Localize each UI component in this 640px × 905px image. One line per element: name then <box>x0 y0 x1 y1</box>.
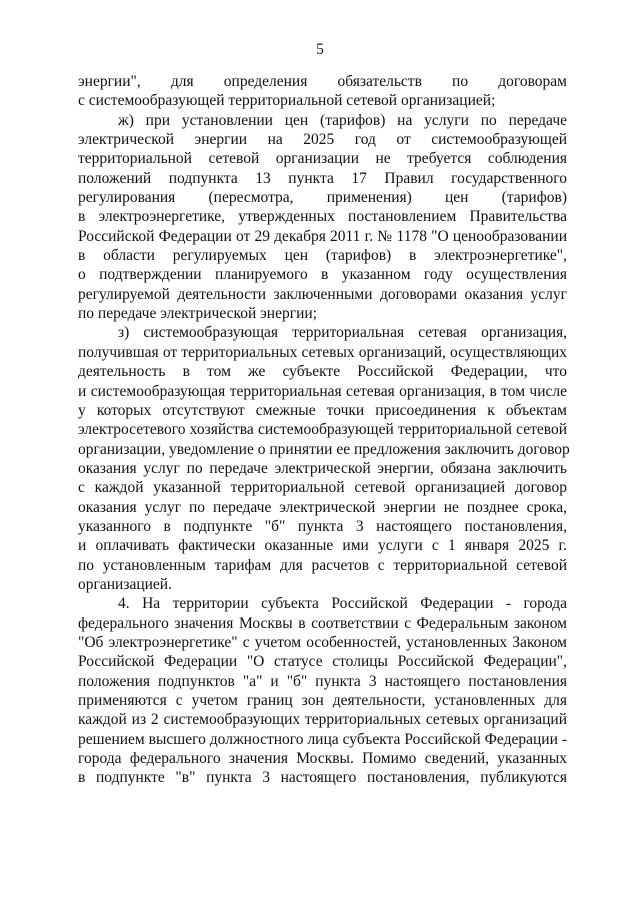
text-line: по передаче электрической энергии; <box>78 305 317 323</box>
text-line: у которых отсутствуют смежные точки присоединения к объектам <box>78 401 567 419</box>
text-line: указанного в подпункте "б" пункта 3 настоящего постановления, <box>78 517 567 535</box>
text-line: "Об электроэнергетике" с учетом особенностей, установленных Законом <box>78 633 567 651</box>
paragraph-p-4 <box>78 594 567 787</box>
text-line: и системообразующая территориальная сетевая организация, в том числе <box>78 382 567 400</box>
text-line: и оплачивать фактически оказанные ими услуги с 1 января 2025 г. <box>78 537 567 555</box>
text-line: решением высшего должностного лица субъекта Российской Федерации - <box>78 730 567 748</box>
text-line: с каждой указанной территориальной сетевой организацией договор <box>78 479 567 497</box>
paragraph-p-z <box>78 323 570 594</box>
text-line: применяются с учетом границ зон деятельности, установленных для <box>78 692 567 709</box>
text-line: по установленным тарифам для расчетов с территориальной сетевой <box>78 556 567 574</box>
text-line: регулирования (пересмотра, применения) цен (тарифов) <box>78 189 567 207</box>
paragraph-p-cont <box>78 72 567 111</box>
text-line: оказания услуг по передаче электрической энергии не позднее срока, <box>78 498 567 516</box>
text-line: электрической энергии на 2025 год от системообразующей <box>78 131 567 149</box>
text-line: положений подпункта 13 пункта 17 Правил государственного <box>78 169 567 187</box>
text-line: 4. На территории субъекта Российской Федерации - города <box>118 595 567 613</box>
text-line: ж) при установлении цен (тарифов) на услуги по передаче <box>118 111 567 129</box>
text-line: Российской Федерации от 29 декабря 2011 г. № 1178 "О ценообразовании <box>78 227 567 245</box>
text-line: з) системообразующая территориальная сетевая организация, <box>118 324 567 342</box>
text-line: о подтверждении планируемого в указанном году осуществления <box>78 266 567 284</box>
text-line: Российской Федерации "О статусе столицы Российской Федерации", <box>78 653 567 671</box>
text-line: деятельность в том же субъекте Российской Федерации, что <box>78 363 567 381</box>
text-line: организацией. <box>78 575 172 593</box>
text-line: территориальной сетевой организации не требуется соблюдения <box>78 150 567 168</box>
text-line: каждой из 2 системообразующих территориальных сетевых организаций <box>78 711 567 729</box>
text-line: в подпункте "в" пункта 3 настоящего постановления, публикуются <box>78 769 567 787</box>
text-line: регулируемой деятельности заключенными договорами оказания услуг <box>78 285 567 303</box>
text-line: получившая от территориальных сетевых организаций, осуществляющих <box>78 343 567 361</box>
text-line: оказания услуг по передаче электрической энергии, обязана заключить <box>78 459 567 477</box>
text-line: энергии", для определения обязательств по договорам <box>78 73 567 90</box>
text-line: города федерального значения Москвы. Помимо сведений, указанных <box>78 750 567 768</box>
text-line: в электроэнергетике, утвержденных постановлением Правительства <box>78 208 567 226</box>
text-line: с системообразующей территориальной сетевой организацией; <box>78 92 496 110</box>
page-number: 5 <box>316 41 324 58</box>
paragraph-p-zh <box>78 111 567 324</box>
text-line: электросетевого хозяйства системообразующей территориальной сетевой <box>78 421 567 439</box>
document-body <box>78 72 570 788</box>
text-line: федерального значения Москвы в соответствии с Федеральным законом <box>78 614 567 632</box>
text-line: организации, уведомление о принятии ее предложения заключить договор <box>78 440 570 458</box>
text-line: в области регулируемых цен (тарифов) в электроэнергетике", <box>78 247 567 265</box>
text-line: положения подпунктов "а" и "б" пункта 3 настоящего постановления <box>78 672 567 690</box>
